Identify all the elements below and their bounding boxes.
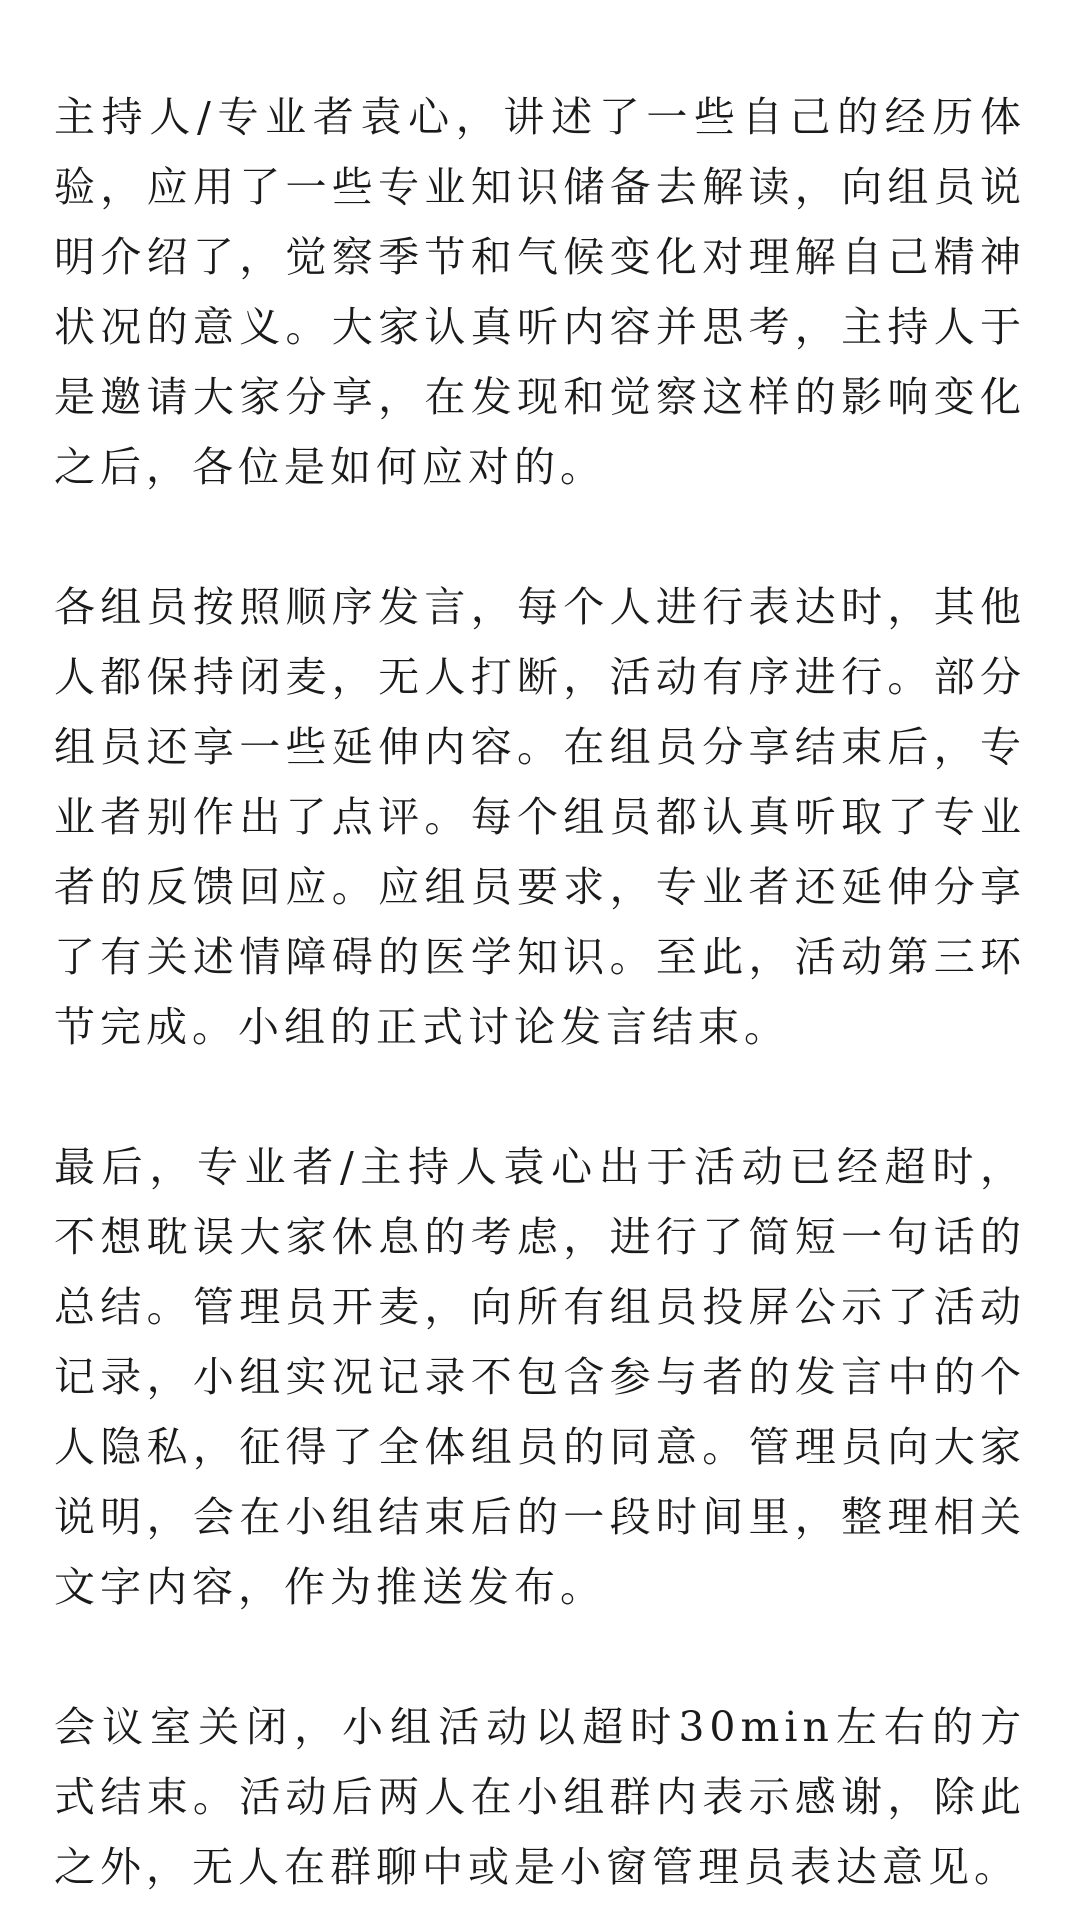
paragraph-closing: 会议室关闭，小组活动以超时30min左右的方式结束。活动后两人在小组群内表示感谢，除此之外，无人在群聊中或是小窗管理员表达意见。 bbox=[54, 1703, 1026, 1891]
paragraph-member-sharing: 各组员按照顺序发言，每个人进行表达时，其他人都保持闭麦，无人打断，活动有序进行。部分组员还享一些延伸内容。在组员分享结束后，专业者别作出了点评。每个组员都认真听取了专业者的反馈回应。应组员要求，专业者还延伸分享了有关述情障碍的医学知识。至此，活动第三环节完成。小组的正式讨论发言结束。 bbox=[54, 583, 1026, 1051]
article-body bbox=[54, 82, 1026, 1902]
paragraph-summary-and-records: 最后，专业者/主持人袁心出于活动已经超时，不想耽误大家休息的考虑，进行了简短一句话的总结。管理员开麦，向所有组员投屏公示了活动记录，小组实况记录不包含参与者的发言中的个人隐私，征得了全体组员的同意。管理员向大家说明，会在小组结束后的一段时间里，整理相关文字内容，作为推送发布。 bbox=[54, 1143, 1026, 1611]
paragraph-host-intro: 主持人/专业者袁心，讲述了一些自己的经历体验，应用了一些专业知识储备去解读，向组员说明介绍了，觉察季节和气候变化对理解自己精神状况的意义。大家认真听内容并思考，主持人于是邀请大家分享，在发现和觉察这样的影响变化之后，各位是如何应对的。 bbox=[54, 93, 1026, 491]
